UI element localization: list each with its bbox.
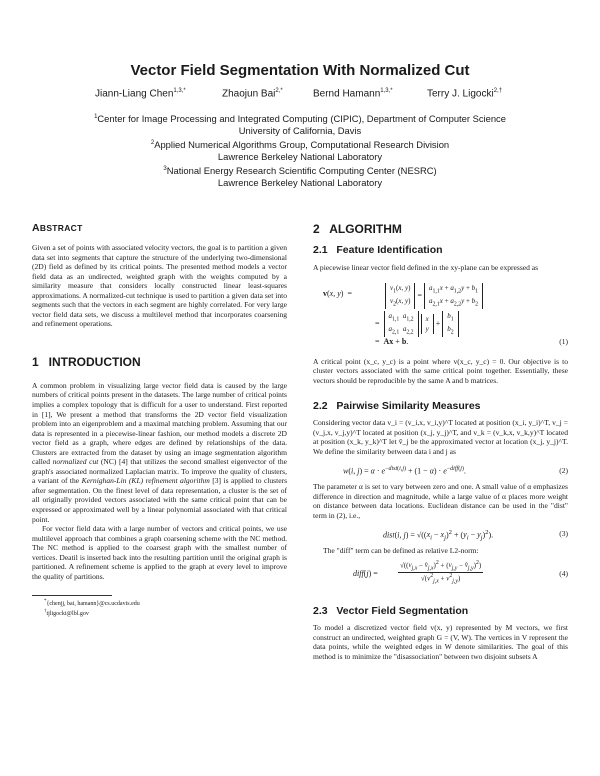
abstract-heading: ABSTRACT (32, 222, 83, 234)
intro-paragraph-2: For vector field data with a large number of vectors and critical points, we use multilevel approach that combines a graph coarsening scheme with the NC method. The NC method is applied to the coarsest graph with the smallest number of vertices. Deatil is inserted back into the resulting partition until the original graph is partitioned. A refinement scheme is applied to the graph at every level to improve the quality of partitions. (32, 524, 287, 581)
subsection-2-1-heading: 2.1 Feature Identification (313, 244, 443, 256)
author-1: Jiann-Liang Chen$^{1,3,*}$ (95, 88, 186, 100)
affiliation-line: Lawrence Berkeley National Laboratory (217, 151, 383, 163)
affiliation-line: $^3$National Energy Research Scientific Computing Center (NESRC) (163, 165, 437, 177)
author-2: Zhaojun Bai$^{2,*}$ (222, 88, 283, 100)
equation-1: v(x, y) = $v_1(x$, y) $v_2(x$, $y) = a_{1,1}x + a_{1,2}y + b_1$ $a_{2,1}x + a_{2,2}y + b_2$ = $a_{1,1}$ $a_{1,2}$ $a_{2,1}$ $a_{2,2}$ x $y + b_1$ $b_2$ = Ax + b. (1) (323, 283, 568, 346)
section-introduction-heading: 1 INTRODUCTION (32, 354, 141, 369)
affiliation-line: $^1$Center for Image Processing and Integrated Computing (CIPIC), Department of Computer Science (94, 113, 506, 125)
paper-title: Vector Field Segmentation With Normalized Cut (130, 62, 470, 79)
affiliation-line: Lawrence Berkeley National Laboratory (217, 177, 383, 189)
footnote-1: *{chenjj, bai, hamann}@cs.ucdavis.edu (44, 599, 140, 608)
affiliation-line: $^2$Applied Numerical Algorithms Group, Computational Research Division (150, 139, 450, 151)
alpha-text: The parameter α is set to vary between zero and one. A small value of α emphasizes difference in direction and magnitude, while a large value of α places more weight on distance between data locations. Euclidean distance can be used in the "dist" term in (2), i.e., (313, 482, 568, 521)
affiliations (0, 111, 600, 189)
diff-text: The "diff" term can be defined as relative L2-norm: (323, 545, 479, 555)
section-algorithm-heading: 2 ALGORITHM (313, 222, 402, 236)
segmentation-text: To model a discretized vector field v(x, y) represented by M vectors, we first construct an undirected, weighted graph G = (V, W). The vertices in V represent the data points, while the weighted edges in W denote similarities. The goal of this method is to minimize the "disassociation" between two disjoint subsets A (313, 623, 568, 661)
similarity-text: Considering vector data v_i = (v_i,x, v_i,y)^T located at position (x_i, y_i)^T, v_j = (v_j,x, v_j,y)^T located at position (x_j, y_j)^T, and v_k = (v_k,x, v_k,y)^T located at position (x_k, y_k)^T let v̂_j be the approximated vector at location (x_j, y_j)^T. We define the similarity between data i and j as (313, 418, 568, 456)
subsection-2-2-heading: 2.2 Pairwise Similarity Measures (313, 400, 481, 413)
equation-4: diff(j) = $√((v_{j,x}$ − $v̂_{j,x})^2 + (v_{j,y}$ − $v̂_{j,y})^2$) $√(v^2_{j,x} + v^2_{j,y})$ (4) (353, 560, 568, 585)
left-column (32, 222, 287, 618)
affiliation-line: University of California, Davis (238, 125, 362, 137)
intro-paragraph-1: A common problem in visualizing large vector field data is caused by the large numbers of critical points present in the datasets. The large number of critical points implies a complex topology that is difficult for a user to understand. First reported in [1], We present a method that transforms the 2D vector field visualization problem into an eigenproblem and a maximal matching problem. Assuming that our data is represented in a piecewise-linear fashion, our method models a discrete 2D vector field as a graph, where edges are defined by relationships of the data. Clusters are extracted from the dataset by using an image segmentation algorithm called normalized cut (NC) [4] that utilizes the second smallest eigenvector of the graph's associated normalized Laplacian matrix. To improve the quality of clusters, a variant of the Kernighan-Lin (KL) refinement algorithm [3] is applied to clusters after segmentation. On the finest level of data representation, a cluster is the set of all originally provided vectors associated with the same critical point that can be expressed or approximated well by a linear polynomial associated with that critical point. (32, 380, 288, 524)
equation-2: w(i, $j) = \alpha \cdot e^{-dist(i,j)} + (1 - \alpha) \cdot e^{-diff(j)}$. (2) (343, 466, 568, 477)
feature-identification-text: A piecewise linear vector field defined in the xy-plane can be expressed as (313, 263, 539, 272)
abstract-text: Given a set of points with associated velocity vectors, the goal is to partition a given data set into segments that capture the structure of the underlying two-dimensional (2D) field as defined by its critical points. The presented method models a vector field data as an undirected, weighted graph with the weights computed by a similarity measure that considers locally constructed linear least-squares approximations. A normalized-cut technique is used to partition a given data set into segments such that the vectors in each segment are highly correlated. For very large vector field data sets, we discuss a multilevel method that incorporates coarsening and refinement operations. (32, 243, 287, 329)
footnote-rule (32, 595, 112, 596)
author-list (0, 88, 600, 104)
footnote-2: †tjligocki@lbl.gov (44, 609, 89, 618)
right-column (313, 222, 568, 661)
author-3: Bernd Hamann$^{1,3,*}$ (313, 88, 393, 100)
author-4: Terry J. Ligocki$^{2,\dagger}$ (427, 88, 503, 100)
subsection-2-3-heading: 2.3 Vector Field Segmentation (313, 605, 469, 618)
equation-3: dist(i, $j) = √((x_i - x_j)^2 + (y_i - y_j)^2)$. (3) (383, 528, 568, 542)
critical-point-text: A critical point (x_c, y_c) is a point where v(x_c, y_c) = 0. Our objective is to cluster vectors associated with the same critical point together. Essentially, these vectors should be reproducible by the same A and b matrices. (313, 356, 568, 385)
